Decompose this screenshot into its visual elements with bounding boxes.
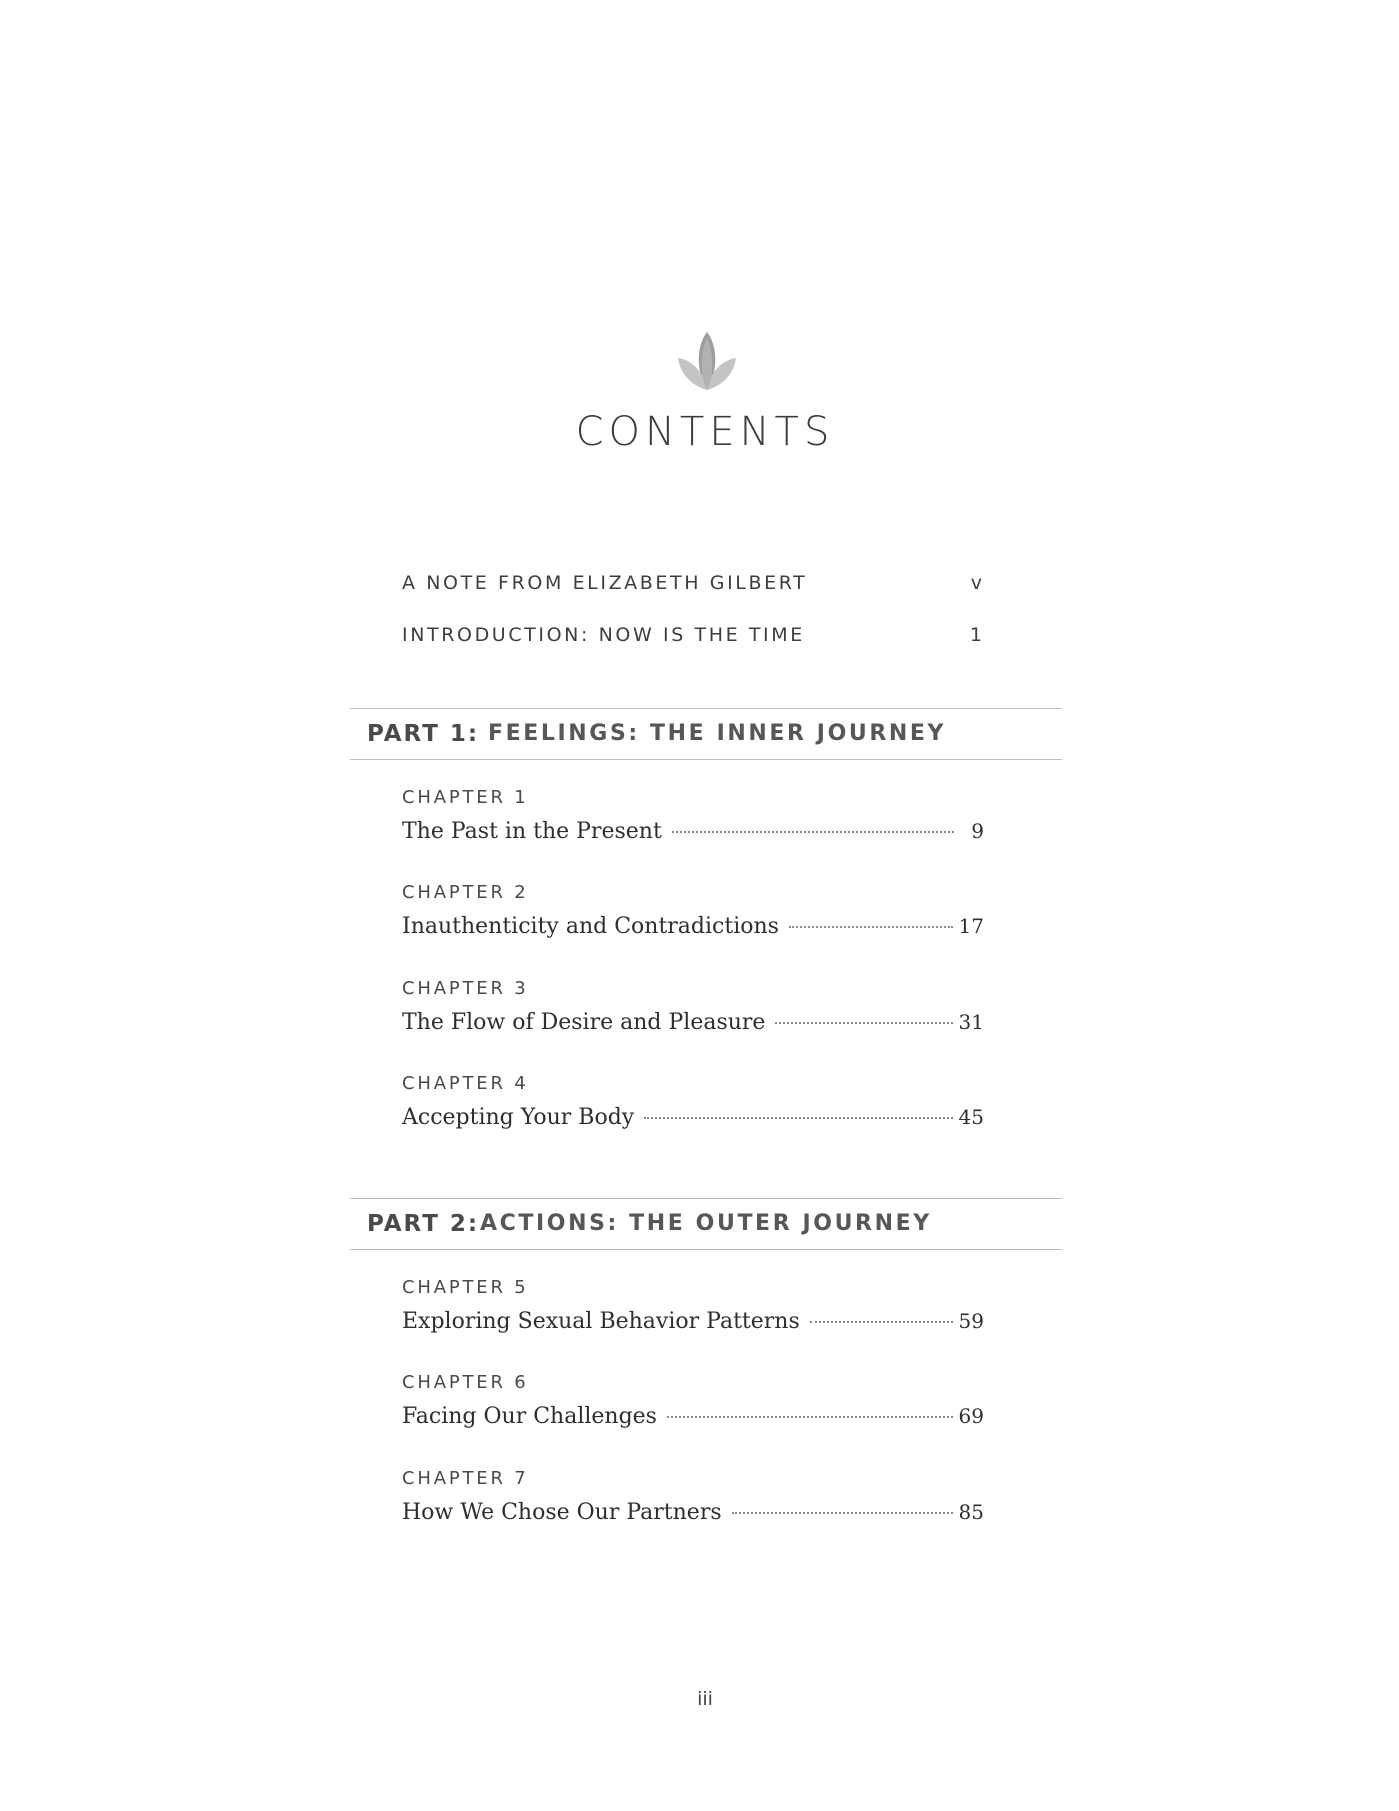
toc-entry-page: v (970, 572, 982, 594)
chapter-page: 69 (958, 1404, 984, 1428)
part-title: FEELINGS: THE INNER JOURNEY (488, 721, 947, 746)
dot-leader (732, 1511, 953, 1514)
toc-chapter-2[interactable] (402, 881, 984, 957)
toc-chapter-1[interactable] (402, 786, 984, 862)
toc-chapter-3[interactable] (402, 977, 984, 1053)
dot-leader (775, 1021, 952, 1024)
toc-entry-label: INTRODUCTION: NOW IS THE TIME (402, 624, 805, 646)
toc-chapter-6[interactable] (402, 1371, 984, 1447)
part-title: ACTIONS: THE OUTER JOURNEY (480, 1211, 932, 1236)
chapter-title: Accepting Your Body (402, 1105, 635, 1130)
chapter-label: CHAPTER 5 (402, 1277, 529, 1298)
chapter-label: CHAPTER 4 (402, 1073, 529, 1094)
chapter-title: How We Chose Our Partners (402, 1500, 722, 1525)
toc-chapter-4[interactable] (402, 1072, 984, 1148)
chapter-page: 45 (958, 1105, 984, 1129)
dot-leader (672, 830, 954, 833)
chapter-label: CHAPTER 3 (402, 978, 529, 999)
chapter-title: The Flow of Desire and Pleasure (402, 1010, 766, 1035)
toc-entry-page: 1 (969, 624, 982, 646)
chapter-page: 9 (971, 819, 984, 843)
part-header-2 (350, 1198, 1062, 1250)
toc-entry-note[interactable] (402, 568, 982, 598)
chapter-page: 17 (958, 914, 984, 938)
part-number: PART 1: (367, 721, 480, 747)
page-title: CONTENTS (575, 409, 835, 455)
chapter-label: CHAPTER 7 (402, 1468, 529, 1489)
lotus-leaf-icon (674, 328, 740, 394)
dot-leader (789, 925, 953, 928)
page-number: iii (697, 1688, 713, 1710)
chapter-title: Inauthenticity and Contradictions (402, 914, 779, 939)
dot-leader (667, 1415, 953, 1418)
toc-entry-label: A NOTE FROM ELIZABETH GILBERT (402, 572, 808, 594)
chapter-title: The Past in the Present (402, 819, 662, 844)
chapter-page: 85 (958, 1500, 984, 1524)
toc-chapter-7[interactable] (402, 1467, 984, 1543)
chapter-label: CHAPTER 1 (402, 787, 529, 808)
toc-entry-introduction[interactable] (402, 620, 982, 650)
chapter-title: Exploring Sexual Behavior Patterns (402, 1309, 800, 1334)
dot-leader (644, 1116, 952, 1119)
dot-leader (810, 1320, 953, 1323)
part-header-1 (350, 708, 1062, 760)
chapter-label: CHAPTER 2 (402, 882, 529, 903)
part-number: PART 2: (367, 1211, 480, 1237)
chapter-page: 59 (958, 1309, 984, 1333)
chapter-title: Facing Our Challenges (402, 1404, 657, 1429)
chapter-page: 31 (958, 1010, 984, 1034)
chapter-label: CHAPTER 6 (402, 1372, 529, 1393)
toc-chapter-5[interactable] (402, 1276, 984, 1352)
